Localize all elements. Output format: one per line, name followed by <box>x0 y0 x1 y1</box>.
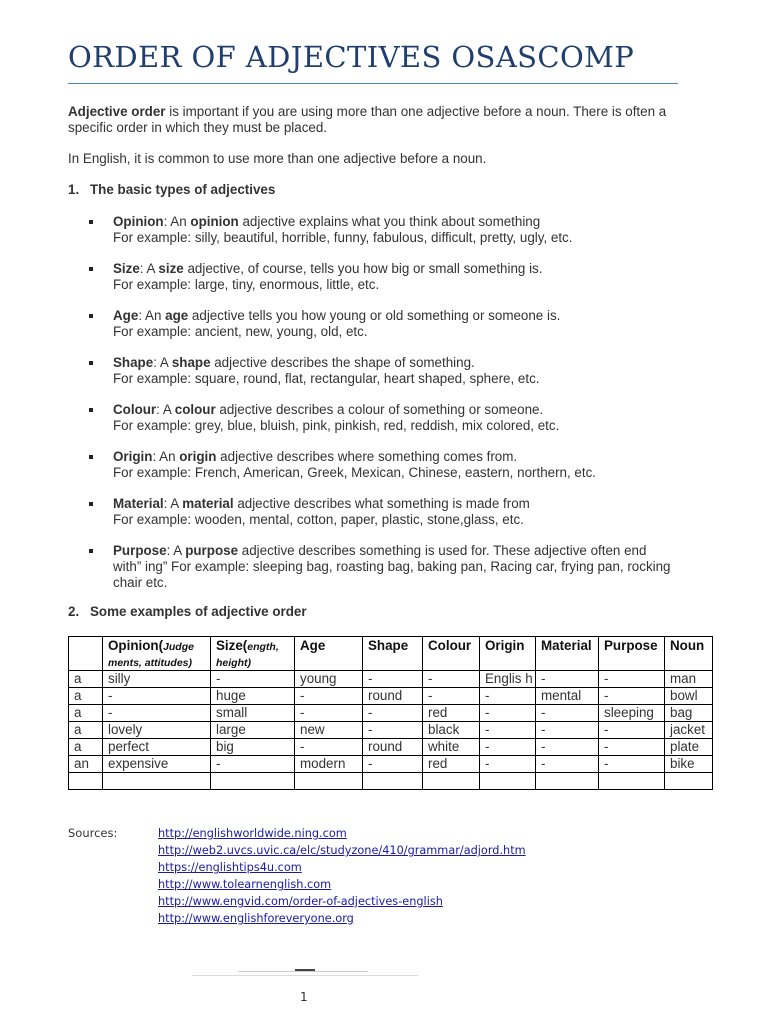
table-cell: round <box>363 688 423 705</box>
title-underline <box>68 83 678 84</box>
table-cell: round <box>363 739 423 756</box>
adjective-type-item <box>88 496 678 528</box>
adjective-type-keyword: origin <box>179 449 217 464</box>
source-item <box>158 842 526 859</box>
definition-text: adjective describes where something comes from. <box>216 449 518 464</box>
adjective-type-keyword: purpose <box>185 543 239 558</box>
header-label: Size( <box>216 638 248 653</box>
table-cell: big <box>211 739 295 756</box>
table-cell: - <box>480 722 536 739</box>
adjective-type-definition <box>113 449 678 465</box>
footer-rule-mark <box>295 969 315 971</box>
table-row <box>69 773 713 790</box>
definition-text: : A <box>153 355 172 370</box>
table-cell: - <box>536 739 599 756</box>
table-cell: - <box>480 756 536 773</box>
source-link[interactable]: https://englishtips4u.com <box>158 861 302 874</box>
table-cell: Englis h <box>480 671 536 688</box>
table-cell: - <box>599 756 665 773</box>
table-cell: a <box>69 671 103 688</box>
table-row <box>69 722 713 739</box>
definition-text: adjective describes what something is made from <box>233 496 530 511</box>
intro-term: Adjective order <box>68 104 166 119</box>
header-label: Purpose <box>604 638 658 653</box>
table-cell: - <box>363 756 423 773</box>
adjective-type-definition <box>113 214 678 230</box>
source-link[interactable]: http://englishworldwide.ning.com <box>158 827 347 840</box>
adjective-type-definition <box>113 402 678 418</box>
table-cell: an <box>69 756 103 773</box>
adjective-type-name: Age <box>113 308 139 323</box>
header-label: Opinion( <box>108 638 164 653</box>
adjective-type-name: Colour <box>113 402 157 417</box>
table-cell: black <box>423 722 480 739</box>
bullet-icon <box>89 314 93 318</box>
table-cell: bowl <box>665 688 713 705</box>
table-row <box>69 756 713 773</box>
adjective-type-definition <box>113 355 678 371</box>
table-cell: mental <box>536 688 599 705</box>
table-cell: a <box>69 705 103 722</box>
adjective-type-item <box>88 449 678 481</box>
adjective-type-definition <box>113 308 678 324</box>
footer-rule <box>192 975 418 976</box>
bullet-icon <box>89 220 93 224</box>
table-cell <box>423 773 480 790</box>
table-cell <box>536 773 599 790</box>
section-heading-types <box>68 182 275 197</box>
table-cell <box>599 773 665 790</box>
table-cell: man <box>665 671 713 688</box>
section-heading-examples <box>68 604 307 619</box>
definition-text: adjective describes a colour of something or someone. <box>215 402 544 417</box>
adjective-type-name: Origin <box>113 449 153 464</box>
adjective-type-name: Material <box>113 496 164 511</box>
section-heading-text: Some examples of adjective order <box>90 604 307 619</box>
definition-text: adjective explains what you think about something <box>238 214 541 229</box>
table-cell <box>295 773 363 790</box>
table-cell: lovely <box>103 722 211 739</box>
section-heading-text: The basic types of adjectives <box>90 182 276 197</box>
header-sublabel: ength, height) <box>216 641 279 669</box>
header-label: Noun <box>670 638 705 653</box>
table-cell: - <box>480 705 536 722</box>
bullet-icon <box>89 408 93 412</box>
table-cell: - <box>480 688 536 705</box>
table-header-cell <box>480 637 536 671</box>
definition-text: adjective tells you how young or old something or someone is. <box>188 308 561 323</box>
table-header-cell <box>295 637 363 671</box>
header-sublabel: Judge ments, attitudes) <box>108 641 194 669</box>
table-cell: white <box>423 739 480 756</box>
adjective-type-example: For example: silly, beautiful, horrible, funny, fabulous, difficult, pretty, ugly, etc. <box>113 230 573 245</box>
table-cell: - <box>211 671 295 688</box>
adjective-type-definition <box>113 496 678 512</box>
bullet-icon <box>89 502 93 506</box>
table-cell: a <box>69 688 103 705</box>
sources-label: Sources: <box>68 826 118 840</box>
adjective-type-example: For example: square, round, flat, rectangular, heart shaped, sphere, etc. <box>113 371 540 386</box>
table-header-cell <box>211 637 295 671</box>
table-cell: red <box>423 756 480 773</box>
table-cell: new <box>295 722 363 739</box>
table-cell: bag <box>665 705 713 722</box>
bullet-icon <box>89 267 93 271</box>
header-label: Shape <box>368 638 409 653</box>
table-cell: perfect <box>103 739 211 756</box>
definition-text: : An <box>138 308 166 323</box>
definition-text: : A <box>156 402 175 417</box>
table-cell <box>211 773 295 790</box>
table-row <box>69 705 713 722</box>
adjective-type-item <box>88 355 678 387</box>
footer-rule-inner <box>238 971 368 972</box>
table-cell: - <box>363 671 423 688</box>
source-item <box>158 893 526 910</box>
adjective-type-item <box>88 402 678 434</box>
table-cell: - <box>536 756 599 773</box>
adjective-type-item <box>88 214 678 246</box>
adjective-type-item <box>88 543 678 591</box>
table-header-cell <box>363 637 423 671</box>
page-title: ORDER OF ADJECTIVES OSASCOMP <box>68 40 635 74</box>
table-cell: - <box>599 739 665 756</box>
adjective-types-list <box>88 214 678 606</box>
table-cell: - <box>295 705 363 722</box>
adjective-type-keyword: opinion <box>190 214 239 229</box>
table-cell: expensive <box>103 756 211 773</box>
table-cell: - <box>423 688 480 705</box>
definition-text: : A <box>166 543 186 558</box>
adjective-type-keyword: shape <box>171 355 211 370</box>
table-cell: - <box>103 688 211 705</box>
table-cell: - <box>363 722 423 739</box>
adjective-type-item <box>88 308 678 340</box>
table-row <box>69 688 713 705</box>
table-cell: - <box>480 739 536 756</box>
table-cell: - <box>363 705 423 722</box>
source-item <box>158 910 526 927</box>
table-header-cell <box>423 637 480 671</box>
header-label: Material <box>541 638 592 653</box>
adjective-type-name: Purpose <box>113 543 167 558</box>
table-cell: sleeping <box>599 705 665 722</box>
adjective-type-keyword: colour <box>174 402 216 417</box>
table-cell: - <box>103 705 211 722</box>
table-cell: modern <box>295 756 363 773</box>
adjective-type-keyword: age <box>165 308 189 323</box>
adjective-type-item <box>88 261 678 293</box>
definition-text: : A <box>139 261 159 276</box>
table-header-cell <box>103 637 211 671</box>
adjective-type-keyword: material <box>182 496 234 511</box>
definition-text: : An <box>152 449 180 464</box>
table-header-cell <box>536 637 599 671</box>
table-cell: a <box>69 739 103 756</box>
intro-paragraph <box>68 104 678 136</box>
sources-list <box>158 825 526 927</box>
table-cell: - <box>536 671 599 688</box>
adjective-order-table <box>68 636 713 790</box>
table-cell: - <box>536 722 599 739</box>
adjective-type-example: For example: wooden, mental, cotton, paper, plastic, stone,glass, etc. <box>113 512 524 527</box>
bullet-icon <box>89 549 93 553</box>
table-header-cell <box>69 637 103 671</box>
table-cell: - <box>599 688 665 705</box>
table-cell: - <box>211 756 295 773</box>
table-cell <box>363 773 423 790</box>
adjective-type-example: For example: large, tiny, enormous, little, etc. <box>113 277 380 292</box>
table-cell: - <box>423 671 480 688</box>
source-item <box>158 859 526 876</box>
table-cell: - <box>599 671 665 688</box>
table-header-cell <box>599 637 665 671</box>
table-cell: large <box>211 722 295 739</box>
intro-text: is important if you are using more than one adjective before a noun. There is often a specific order in which they must be placed. <box>68 104 667 135</box>
header-label: Origin <box>485 638 525 653</box>
definition-text: : An <box>163 214 191 229</box>
definition-text: adjective describes the shape of something. <box>210 355 475 370</box>
bullet-icon <box>89 361 93 365</box>
section-number: 2. <box>68 604 80 619</box>
adjective-type-definition <box>113 543 678 591</box>
table-cell: huge <box>211 688 295 705</box>
source-link[interactable]: http://www.englishforeveryone.org <box>158 912 354 925</box>
table-row <box>69 739 713 756</box>
adjective-type-name: Opinion <box>113 214 164 229</box>
source-item <box>158 825 526 842</box>
table-cell: - <box>295 688 363 705</box>
header-label: Age <box>300 638 326 653</box>
source-link[interactable]: http://www.engvid.com/order-of-adjectives-english <box>158 895 443 908</box>
adjective-type-name: Shape <box>113 355 154 370</box>
table-row <box>69 671 713 688</box>
table-header-cell <box>665 637 713 671</box>
table-cell: a <box>69 722 103 739</box>
table-header-row <box>69 637 713 671</box>
definition-text: adjective, of course, tells you how big or small something is. <box>183 261 543 276</box>
section-number: 1. <box>68 182 80 197</box>
table-cell <box>69 773 103 790</box>
adjective-type-example: For example: ancient, new, young, old, etc. <box>113 324 368 339</box>
table-cell: young <box>295 671 363 688</box>
bullet-icon <box>89 455 93 459</box>
page-number: 1 <box>300 990 308 1004</box>
table-cell: - <box>295 739 363 756</box>
table-cell: - <box>599 722 665 739</box>
table-cell <box>665 773 713 790</box>
table-body <box>69 671 713 790</box>
table-cell <box>480 773 536 790</box>
intro-paragraph-2: In English, it is common to use more than one adjective before a noun. <box>68 151 487 166</box>
adjective-type-example: For example: grey, blue, bluish, pink, pinkish, red, reddish, mix colored, etc. <box>113 418 560 433</box>
source-link[interactable]: http://www.tolearnenglish.com <box>158 878 332 891</box>
table-cell: plate <box>665 739 713 756</box>
source-item <box>158 876 526 893</box>
adjective-type-keyword: size <box>158 261 184 276</box>
definition-text: : A <box>163 496 183 511</box>
table-cell: small <box>211 705 295 722</box>
table-cell: silly <box>103 671 211 688</box>
adjective-type-name: Size <box>113 261 140 276</box>
source-link[interactable]: http://web2.uvcs.uvic.ca/elc/studyzone/410/grammar/adjord.htm <box>158 844 526 857</box>
table-cell: red <box>423 705 480 722</box>
table-cell: jacket <box>665 722 713 739</box>
table-cell: bike <box>665 756 713 773</box>
adjective-type-example: For example: French, American, Greek, Mexican, Chinese, eastern, northern, etc. <box>113 465 597 480</box>
header-label: Colour <box>428 638 472 653</box>
table-cell <box>103 773 211 790</box>
adjective-type-definition <box>113 261 678 277</box>
definition-text: adjective describes something is used for. These adjective often end with” ing” For example: sleeping bag, roasting bag, baking pan, Racing car, frying pan, rocking chair etc. <box>113 543 671 590</box>
table-cell: - <box>536 705 599 722</box>
